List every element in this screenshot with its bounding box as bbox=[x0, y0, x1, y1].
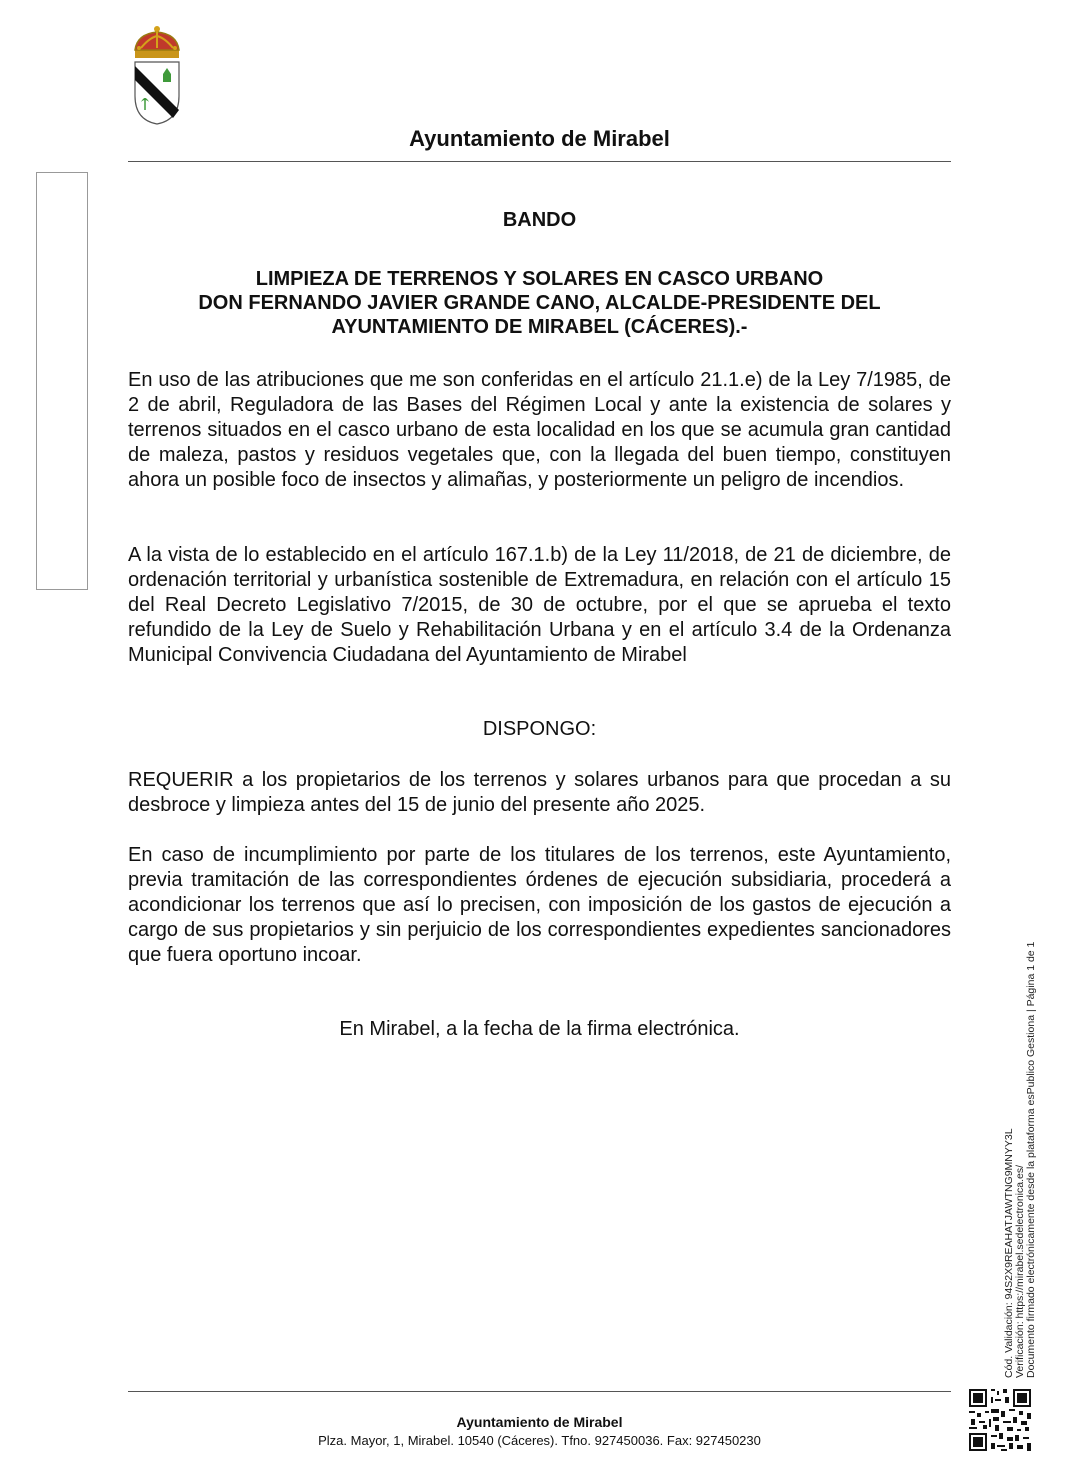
footer-organization: Ayuntamiento de Mirabel bbox=[456, 1414, 623, 1430]
signature-note: Documento firmado electrónicamente desde la plataforma esPublico Gestiona | Página 1 de 1 bbox=[1025, 941, 1037, 1378]
closing-line: En Mirabel, a la fecha de la firma electrónica. bbox=[339, 1018, 740, 1040]
footer-address: Plza. Mayor, 1, Mirabel. 10540 (Cáceres). Tfno. 927450036. Fax: 927450230 bbox=[318, 1433, 761, 1448]
subtitle-line: DON FERNANDO JAVIER GRANDE CANO, ALCALDE-PRESIDENTE DEL bbox=[198, 292, 881, 314]
header-title: Ayuntamiento de Mirabel bbox=[409, 126, 670, 151]
paragraph-requerir: REQUERIR a los propietarios de los terrenos y solares urbanos para que procedan a su desbroce y limpieza antes del 15 de junio del presente año 2025. bbox=[128, 769, 951, 816]
verification-text bbox=[1004, 942, 1037, 1378]
dispongo-heading: DISPONGO: bbox=[482, 718, 597, 740]
paragraph-incumplimiento: En caso de incumplimiento por parte de los titulares de los terrenos, este Ayuntamiento, previa tramitación de las correspondientes órdenes de ejecución subsidiaria, procederá a acondicionar los terrenos que así lo precisen, con imposición de los gastos de ejecución a cargo de sus propietarios y sin perjuicio de los correspondientes expedientes sancionadores que fuera oportuno incoar. bbox=[128, 844, 951, 966]
paragraph-atribuciones: En uso de las atribuciones que me son conferidas en el artículo 21.1.e) de la Ley 7/1985, de 2 de abril, Reguladora de las Bases del Régimen Local y ante la existencia de solares y terrenos situados en el casco urbano de esta localidad en los que se acumula gran cantidad de maleza, pastos y residuos vegetales que, con la llegada del buen tiempo, constituyen ahora un posible foco de insectos y alimañas, y posteriormente un peligro de incendios. bbox=[128, 369, 951, 491]
subtitle-line: LIMPIEZA DE TERRENOS Y SOLARES EN CASCO URBANO bbox=[255, 268, 824, 290]
verification-url[interactable]: Verificación: https://mirabel.sedelectronica.es/ bbox=[1014, 1164, 1026, 1378]
validation-code: Cód. Validación: 94S2X9REAHATJAWTNG9MNYY3L bbox=[1003, 1128, 1015, 1378]
document-heading: BANDO bbox=[502, 209, 577, 231]
document-subtitle bbox=[128, 267, 951, 339]
header-divider bbox=[128, 161, 951, 162]
qr-code-icon[interactable] bbox=[967, 1387, 1033, 1453]
subtitle-line: AYUNTAMIENTO DE MIRABEL (CÁCERES).- bbox=[331, 316, 748, 338]
registry-stamp-box bbox=[36, 172, 88, 590]
paragraph-legal-basis: A la vista de lo establecido en el artículo 167.1.b) de la Ley 11/2018, de 21 de diciembre, de ordenación territorial y urbanística sostenible de Extremadura, en relación con el artículo 15 del Real Decreto Legislativo 7/2015, de 30 de octubre, por el que se aprueba el texto refundido de la Ley de Suelo y Rehabilitación Urbana y en el artículo 3.4 de la Ordenanza Municipal Convivencia Ciudadana del Ayuntamiento de Mirabel bbox=[128, 544, 951, 666]
coat-of-arms-logo bbox=[127, 24, 187, 126]
footer-divider bbox=[128, 1391, 951, 1392]
